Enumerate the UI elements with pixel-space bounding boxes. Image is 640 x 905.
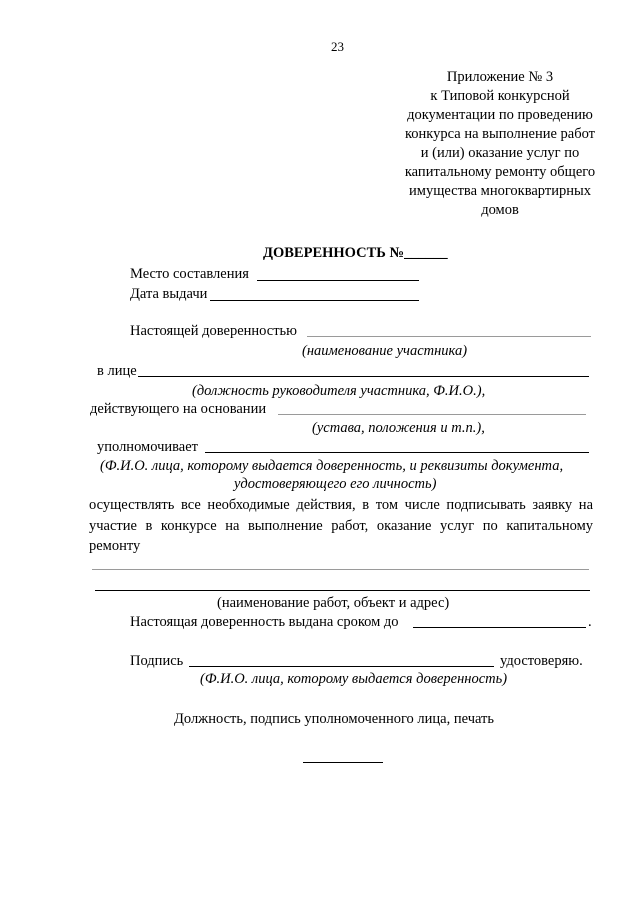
- appendix-line: и (или) оказание услуг по: [420, 145, 580, 161]
- signature-field-line[interactable]: [189, 666, 494, 667]
- appendix-line: документации по проведению: [407, 107, 593, 123]
- body-line-2: участие в конкурсе на выполнение работ, оказание услуг по капитальному: [89, 518, 593, 534]
- works-field-line-2[interactable]: [95, 590, 590, 591]
- place-field-line[interactable]: [257, 280, 419, 281]
- authorized-hint-1: (Ф.И.О. лица, которому выдается доверенность, и реквизиты документа,: [100, 458, 564, 474]
- place-label: Место составления: [130, 266, 249, 282]
- date-label: Дата выдачи: [130, 286, 208, 302]
- participant-hint: (наименование участника): [302, 343, 468, 359]
- authorized-hint-2: удостоверяющего его личность): [234, 476, 437, 492]
- certify-label: удостоверяю.: [500, 653, 583, 669]
- authorized-field-line[interactable]: [205, 452, 589, 453]
- person-label: в лице: [97, 363, 137, 379]
- participant-field-line[interactable]: [307, 336, 591, 337]
- hereby-label: Настоящей доверенностью: [130, 323, 297, 339]
- appendix-line: домов: [481, 202, 519, 218]
- signature-hint: (Ф.И.О. лица, которому выдается доверенность): [200, 671, 508, 687]
- term-label: Настоящая доверенность выдана сроком до: [130, 614, 399, 630]
- basis-field-line[interactable]: [278, 414, 586, 415]
- closing-rule: [303, 762, 383, 763]
- term-field-line[interactable]: [413, 627, 586, 628]
- basis-hint: (устава, положения и т.п.),: [312, 420, 485, 436]
- works-field-line-1[interactable]: [92, 569, 589, 570]
- acting-label: действующего на основании: [90, 401, 267, 417]
- authorizes-label: уполномочивает: [97, 439, 199, 455]
- date-field-line[interactable]: [210, 300, 419, 301]
- body-line-3: ремонту: [89, 538, 141, 554]
- appendix-line: Приложение № 3: [446, 69, 554, 85]
- appendix-line: капитальному ремонту общего: [404, 164, 596, 180]
- works-hint: (наименование работ, объект и адрес): [217, 595, 450, 611]
- appendix-line: конкурса на выполнение работ: [404, 126, 596, 142]
- appendix-block: [380, 68, 620, 220]
- appendix-line: к Типовой конкурсной: [430, 88, 570, 104]
- appendix-line: имущества многоквартирных: [409, 183, 591, 199]
- footer-label: Должность, подпись уполномоченного лица, печать: [174, 711, 494, 727]
- body-line-1: осуществлять все необходимые действия, в том числе подписывать заявку на: [89, 497, 593, 513]
- signature-label: Подпись: [130, 653, 184, 669]
- term-end: .: [588, 614, 592, 630]
- position-hint: (должность руководителя участника, Ф.И.О.),: [192, 383, 486, 399]
- page-number: 23: [331, 39, 344, 54]
- document-title: ДОВЕРЕННОСТЬ №______: [263, 245, 448, 261]
- person-field-line[interactable]: [138, 376, 589, 377]
